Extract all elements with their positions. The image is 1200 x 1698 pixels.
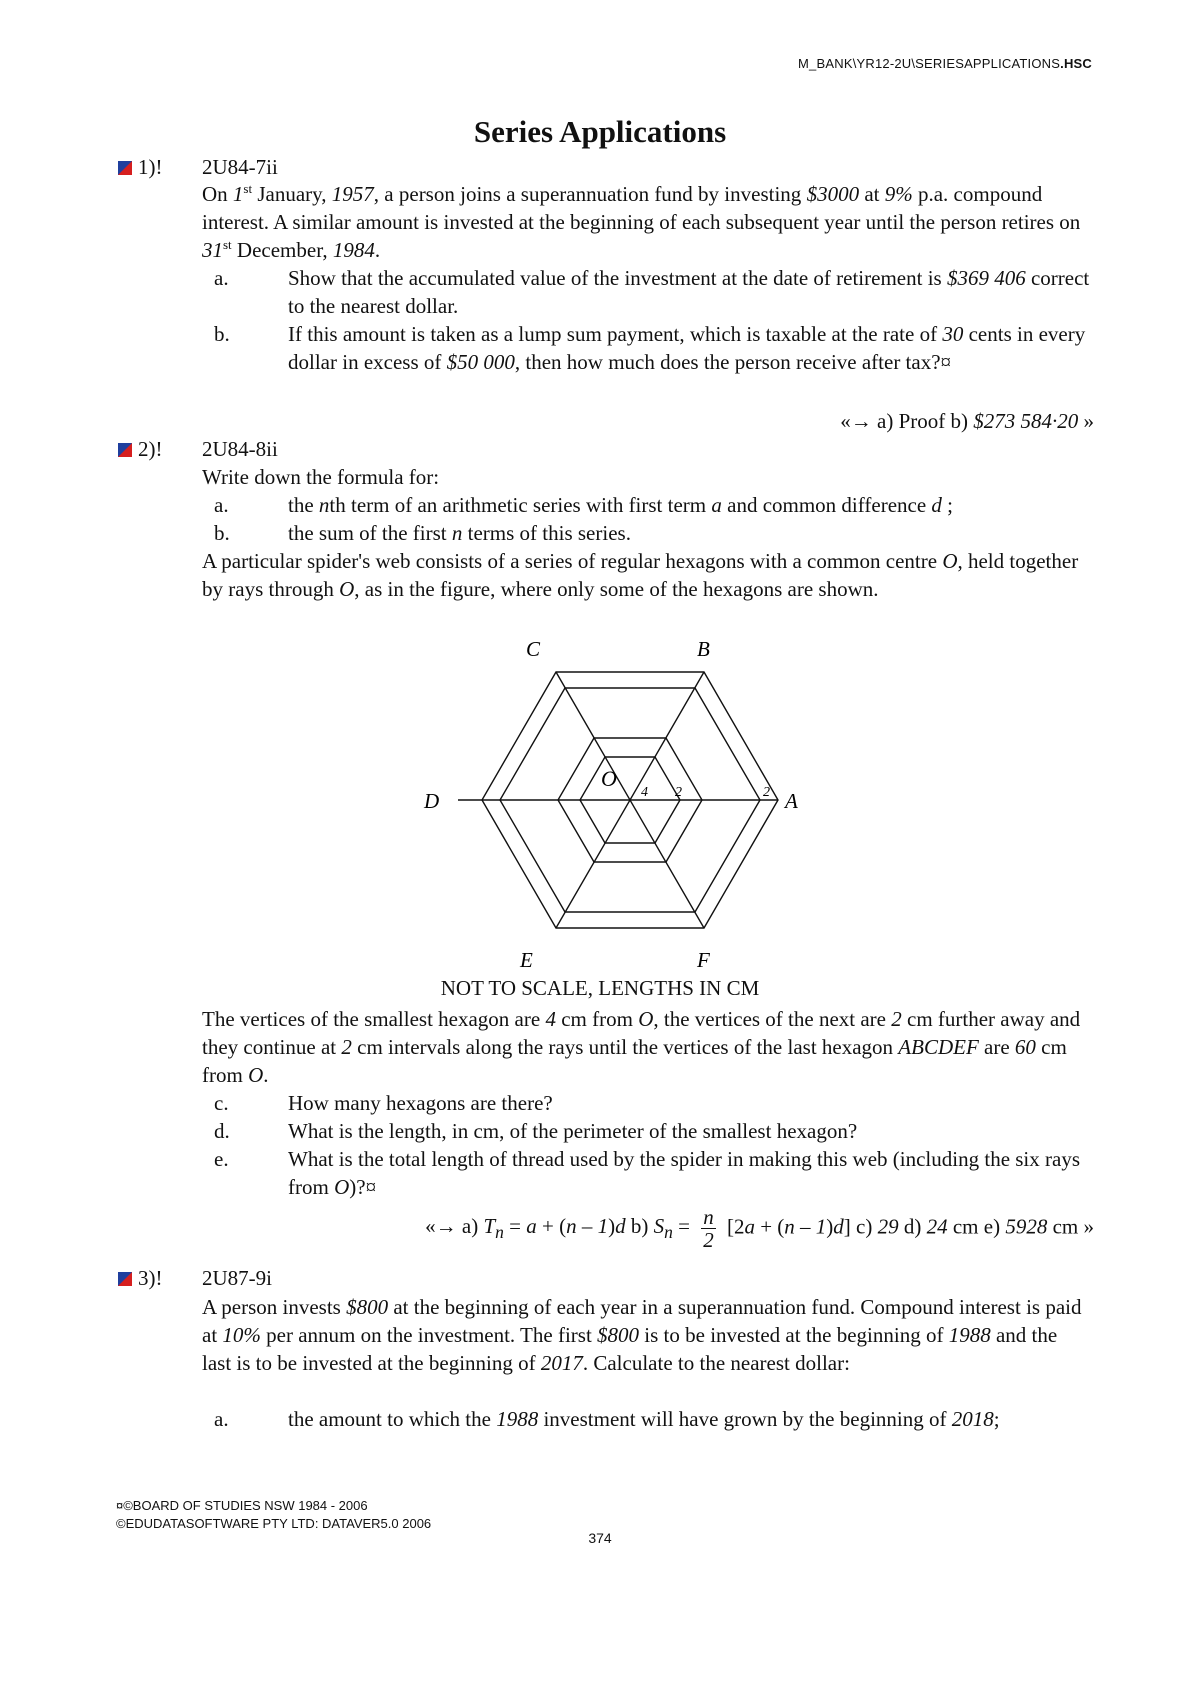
page-title: Series Applications [473,114,727,149]
vertex-label-f: F [697,948,710,970]
question-1-part-b: b. If this amount is taken as a lump sum payment, which is taxable at the rate of 30 cents in every dollar in excess of $50 000, then how much does the person receive after tax?¤ [214,322,1086,374]
figure-caption: NOT TO SCALE, LENGTHS IN CM [440,976,760,1000]
vertex-label-b: B [697,637,710,661]
page-number: 374 [588,1530,612,1546]
question-3-code: 2U87-9i [202,1266,272,1290]
header-file-path: M_BANK\YR12-2U\SERIESAPPLICATIONS.HSC [798,56,1092,71]
question-2-code: 2U84-8ii [202,437,278,461]
question-2-part-c: c. How many hexagons are there? [214,1091,553,1115]
center-label-o: O [601,766,617,791]
question-3-number: 3)! [118,1266,163,1291]
question-2-stem: Write down the formula for: [202,465,440,489]
question-2-stem-2: A particular spider's web consists of a series of regular hexagons with a common centre O, held together by rays through O, as in the figure, where only some of the hexagons are shown. [202,549,1079,601]
question-2-stem-3: The vertices of the smallest hexagon are 4 cm from O, the vertices of the next are 2 cm further away and they continue at 2 cm intervals along the rays until the vertices of the last hexagon ABCDEF are 60 cm from O. [202,1007,1081,1087]
question-1-number: 1)! [118,155,163,180]
question-1-answer: «→ a) Proof b) $273 584·20 » [840,409,1094,433]
inner-label-2-inner: 2 [675,785,682,800]
question-2-number: 2)! [118,437,163,462]
vertex-label-a: A [785,789,798,813]
flag-icon [118,161,132,175]
flag-icon [118,443,132,457]
question-2-part-d: d. What is the length, in cm, of the perimeter of the smallest hexagon? [214,1119,858,1143]
question-2-part-e: e. What is the total length of thread used by the spider in making this web (including the six rays from O)?¤ [214,1147,1081,1199]
question-3-stem: A person invests $800 at the beginning of each year in a superannuation fund. Compound interest is paid at 10% per annum on the investment. The first $800 is to be invested at the beginning of 1988 and the last is to be invested at the beginning of 2017. Calculate to the nearest dollar: [202,1295,1082,1375]
answer-fraction: $\frac{n}{2}$ [703,1205,714,1252]
vertex-label-c: C [526,637,541,661]
vertex-label-d: D [424,789,440,813]
vertex-label-e: E [520,948,533,970]
flag-icon [118,1272,132,1286]
inner-label-2-outer: 2 [763,785,770,800]
question-2-part-b: b. the sum of the first n terms of this series. [214,521,631,545]
question-1-code: 2U84-7ii [202,155,278,179]
footer-copyright-board: ¤©BOARD OF STUDIES NSW 1984 - 2006 [116,1498,368,1513]
hexagon-group [458,672,778,928]
question-2-answer: «→ a) $T_n = a + (n - 1)d$ b) $S_n$ = $\frac{n}{2}$ [2a + (n – 1)d] c) 29 d) 24 cm e) 5928 cm » [425,1205,1094,1252]
question-1-stem: On 1st January, 1957, a person joins a superannuation fund by investing $3000 at 9% p.a. compound interest. A similar amount is invested at the beginning of each subsequent year until the person retires on 31st December, 1984. [202,181,1081,262]
question-1-part-a: a. Show that the accumulated value of the investment at the date of retirement is $369 406 correct to the nearest dollar. [214,266,1090,318]
question-2-part-a: a. the nth term of an arithmetic series with first term a and common difference d ; [214,493,953,517]
inner-label-4: 4 [641,785,648,800]
question-3-part-a: a. the amount to which the 1988 investment will have grown by the beginning of 2018; [214,1407,1000,1431]
spider-web-figure [410,630,800,970]
footer-copyright-edudata: ©EDUDATASOFTWARE PTY LTD: DATAVER5.0 2006 [116,1516,432,1531]
